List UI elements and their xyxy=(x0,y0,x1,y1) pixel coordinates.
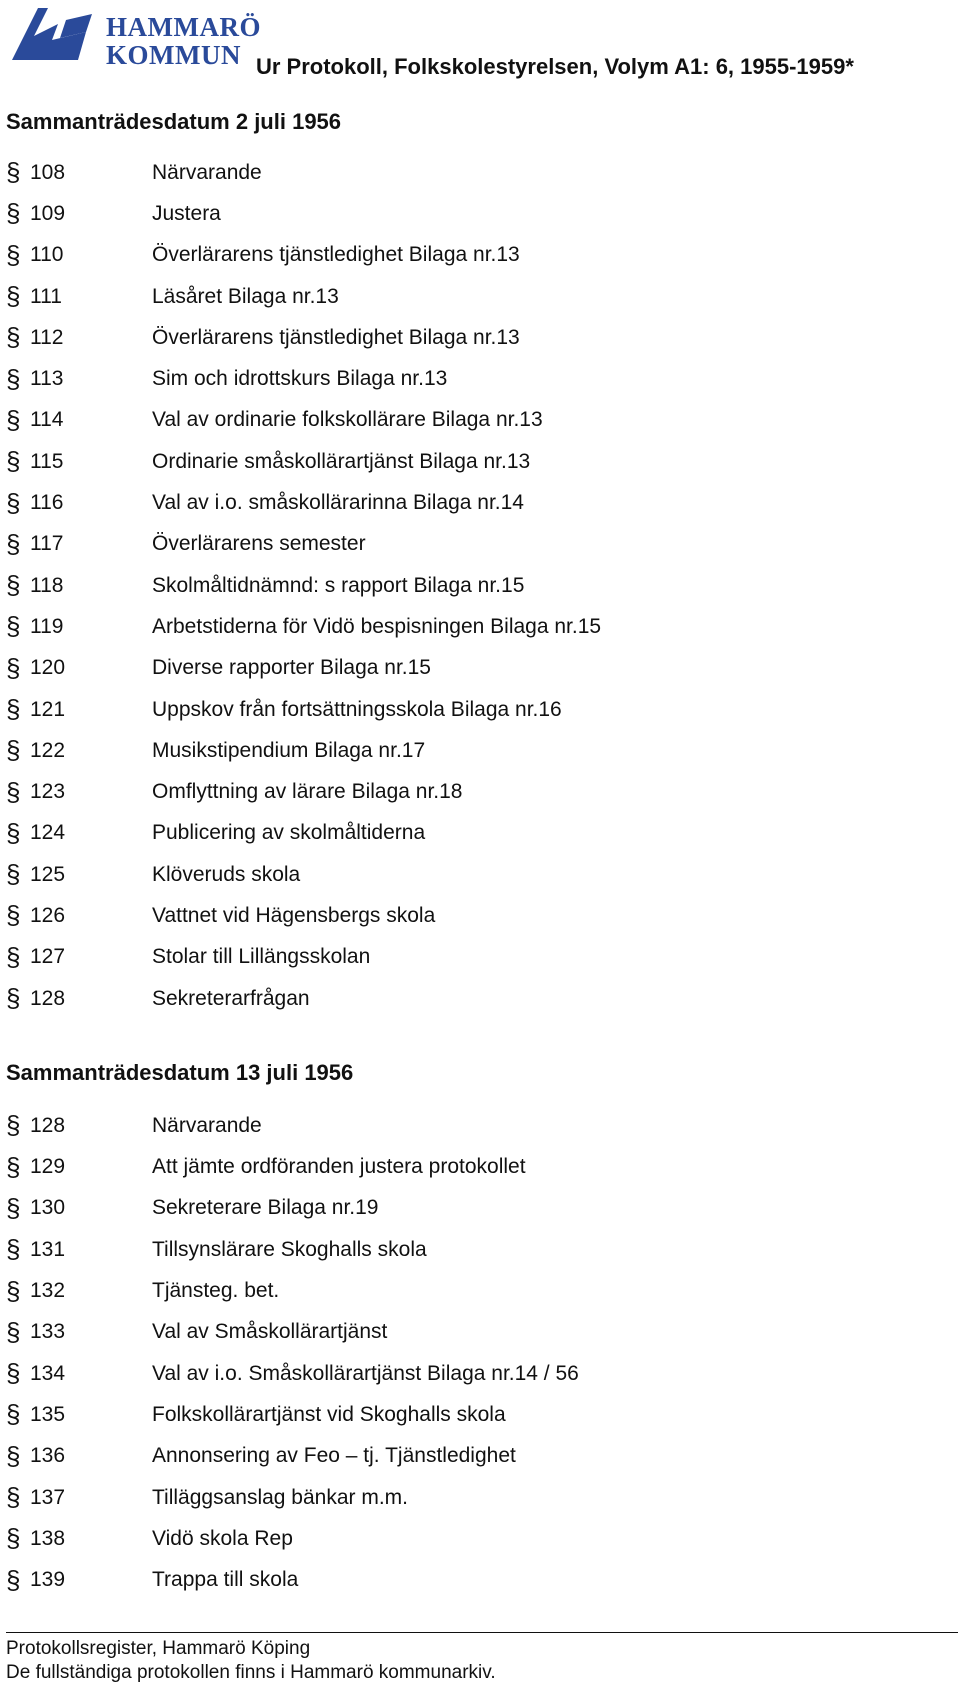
footer-line1: Protokollsregister, Hammarö Köping xyxy=(6,1638,311,1659)
item-text: Sekreterarfrågan xyxy=(152,986,310,1010)
section-sign-icon: § xyxy=(6,859,21,890)
item-text: Justera xyxy=(152,201,221,225)
item-text: Omflyttning av lärare Bilaga nr.18 xyxy=(152,780,463,804)
item-text: Överlärarens tjänstledighet Bilaga nr.13 xyxy=(152,243,520,267)
item-text: Diverse rapporter Bilaga nr.15 xyxy=(152,656,431,680)
agenda-item xyxy=(6,565,946,606)
section-sign-icon: § xyxy=(6,1399,21,1430)
agenda-item xyxy=(6,276,946,317)
item-number: 127 xyxy=(30,945,66,969)
session-2 xyxy=(6,1055,946,1601)
agenda-item xyxy=(6,895,946,936)
agenda-list xyxy=(6,152,946,1019)
section-sign-icon: § xyxy=(6,611,21,642)
agenda-item xyxy=(6,1312,946,1353)
item-number: 115 xyxy=(30,449,64,473)
item-number: 119 xyxy=(30,614,64,638)
hammaro-logo xyxy=(8,2,261,72)
agenda-item xyxy=(6,1560,946,1601)
item-number: 118 xyxy=(30,573,64,597)
item-text: Uppskov från fortsättningsskola Bilaga nr.16 xyxy=(152,697,562,721)
item-number: 133 xyxy=(30,1320,66,1344)
agenda-item xyxy=(6,235,946,276)
item-number: 108 xyxy=(30,160,66,184)
item-text: Tilläggsanslag bänkar m.m. xyxy=(152,1485,408,1509)
item-text: Att jämte ordföranden justera protokollet xyxy=(152,1155,526,1179)
agenda-item xyxy=(6,152,946,193)
section-sign-icon: § xyxy=(6,157,21,188)
item-text: Arbetstiderna för Vidö bespisningen Bilaga nr.15 xyxy=(152,614,602,638)
agenda-item xyxy=(6,854,946,895)
item-text: Folkskollärartjänst vid Skoghalls skola xyxy=(152,1402,506,1426)
agenda-item xyxy=(6,730,946,771)
item-number: 135 xyxy=(30,1402,66,1426)
item-number: 109 xyxy=(30,201,66,225)
item-number: 113 xyxy=(30,367,64,391)
agenda-item xyxy=(6,771,946,812)
document-title: Ur Protokoll, Folkskolestyrelsen, Volym A1: 6, 1955-1959* xyxy=(256,54,854,79)
item-text: Vidö skola Rep xyxy=(152,1526,293,1550)
agenda-item xyxy=(6,1188,946,1229)
agenda-item xyxy=(6,689,946,730)
agenda-item xyxy=(6,648,946,689)
item-number: 112 xyxy=(30,325,64,349)
section-sign-icon: § xyxy=(6,776,21,807)
item-text: Närvarande xyxy=(152,1113,262,1137)
page-footer xyxy=(6,1632,958,1685)
agenda-item xyxy=(6,1147,946,1188)
section-sign-icon: § xyxy=(6,652,21,683)
item-number: 137 xyxy=(30,1485,66,1509)
agenda-item xyxy=(6,1105,946,1146)
item-number: 130 xyxy=(30,1196,66,1220)
item-number: 132 xyxy=(30,1279,66,1303)
item-text: Vattnet vid Hägensbergs skola xyxy=(152,903,436,927)
section-sign-icon: § xyxy=(6,735,21,766)
section-sign-icon: § xyxy=(6,1151,21,1182)
logo-text-line1: HAMMARÖ xyxy=(106,12,261,42)
agenda-item xyxy=(6,1353,946,1394)
agenda-item xyxy=(6,441,946,482)
section-sign-icon: § xyxy=(6,1275,21,1306)
section-sign-icon: § xyxy=(6,1482,21,1513)
item-number: 126 xyxy=(30,903,66,927)
agenda-item xyxy=(6,317,946,358)
session-1 xyxy=(6,104,946,1019)
item-number: 131 xyxy=(30,1237,66,1261)
item-number: 129 xyxy=(30,1155,66,1179)
item-text: Klöveruds skola xyxy=(152,862,301,886)
section-sign-icon: § xyxy=(6,1192,21,1223)
item-text: Val av i.o. småskollärarinna Bilaga nr.14 xyxy=(152,491,524,515)
section-sign-icon: § xyxy=(6,694,21,724)
agenda-item xyxy=(6,1270,946,1311)
section-sign-icon: § xyxy=(6,1316,21,1347)
agenda-item xyxy=(6,1436,946,1477)
agenda-item xyxy=(6,358,946,399)
section-sign-icon: § xyxy=(6,900,21,931)
item-number: 124 xyxy=(30,821,66,845)
agenda-item xyxy=(6,1229,946,1270)
section-sign-icon: § xyxy=(6,487,21,518)
item-text: Tjänsteg. bet. xyxy=(152,1279,280,1303)
section-sign-icon: § xyxy=(6,404,21,435)
item-number: 122 xyxy=(30,738,66,762)
item-text: Val av i.o. Småskollärartjänst Bilaga nr.14 / 56 xyxy=(152,1361,579,1385)
document-body xyxy=(6,104,946,1601)
item-number: 139 xyxy=(30,1568,66,1592)
agenda-item xyxy=(6,1477,946,1518)
section-sign-icon: § xyxy=(6,1523,21,1554)
agenda-item xyxy=(6,193,946,234)
footer-line2: De fullständiga protokollen finns i Hammarö kommunarkiv. xyxy=(6,1662,496,1683)
item-text: Sim och idrottskurs Bilaga nr.13 xyxy=(152,367,448,391)
item-number: 114 xyxy=(30,408,64,432)
item-number: 110 xyxy=(30,243,64,267)
item-number: 138 xyxy=(30,1526,66,1550)
section-sign-icon: § xyxy=(6,1564,21,1595)
agenda-item xyxy=(6,813,946,854)
section-sign-icon: § xyxy=(6,198,21,229)
section-sign-icon: § xyxy=(6,281,21,312)
item-number: 128 xyxy=(30,986,66,1010)
item-text: Val av ordinarie folkskollärare Bilaga nr.13 xyxy=(152,408,543,432)
item-text: Sekreterare Bilaga nr.19 xyxy=(152,1196,379,1220)
item-number: 134 xyxy=(30,1361,66,1385)
item-text: Skolmåltidnämnd: s rapport Bilaga nr.15 xyxy=(152,573,525,597)
section-sign-icon: § xyxy=(6,817,21,848)
section-sign-icon: § xyxy=(6,941,21,972)
section-sign-icon: § xyxy=(6,446,21,477)
item-number: 136 xyxy=(30,1444,66,1468)
logo-mark-icon xyxy=(8,2,100,68)
agenda-item xyxy=(6,606,946,647)
agenda-item xyxy=(6,978,946,1019)
item-text: Annonsering av Feo – tj. Tjänstledighet xyxy=(152,1444,516,1468)
item-number: 117 xyxy=(30,532,64,556)
section-sign-icon: § xyxy=(6,1234,21,1265)
agenda-item xyxy=(6,524,946,565)
section-sign-icon: § xyxy=(6,239,21,270)
item-text: Ordinarie småskollärartjänst Bilaga nr.13 xyxy=(152,449,531,473)
session-heading: Sammanträdesdatum 2 juli 1956 xyxy=(6,109,342,134)
item-number: 111 xyxy=(30,284,62,308)
item-number: 123 xyxy=(30,780,66,804)
agenda-item xyxy=(6,482,946,523)
section-sign-icon: § xyxy=(6,570,21,601)
item-text: Stolar till Lillängsskolan xyxy=(152,945,371,969)
item-text: Överlärarens tjänstledighet Bilaga nr.13 xyxy=(152,325,520,349)
section-sign-icon: § xyxy=(6,983,21,1014)
item-text: Publicering av skolmåltiderna xyxy=(152,821,426,845)
item-text: Överlärarens semester xyxy=(152,532,366,556)
item-number: 125 xyxy=(30,862,66,886)
section-sign-icon: § xyxy=(6,528,21,559)
section-sign-icon: § xyxy=(6,322,21,353)
agenda-item xyxy=(6,400,946,441)
item-number: 120 xyxy=(30,656,66,680)
section-sign-icon: § xyxy=(6,1440,21,1471)
agenda-item xyxy=(6,1394,946,1435)
item-number: 128 xyxy=(30,1113,66,1137)
item-text: Närvarande xyxy=(152,160,262,184)
agenda-list xyxy=(6,1105,946,1601)
item-number: 116 xyxy=(30,491,64,515)
item-number: 121 xyxy=(30,697,66,721)
item-text: Musikstipendium Bilaga nr.17 xyxy=(152,738,426,762)
item-text: Läsåret Bilaga nr.13 xyxy=(152,284,339,308)
logo-text-line2: KOMMUN xyxy=(106,40,241,70)
section-sign-icon: § xyxy=(6,1110,21,1141)
agenda-item xyxy=(6,937,946,978)
section-sign-icon: § xyxy=(6,1358,21,1389)
page-header xyxy=(0,0,960,80)
item-text: Tillsynslärare Skoghalls skola xyxy=(152,1237,427,1261)
session-heading: Sammanträdesdatum 13 juli 1956 xyxy=(6,1060,354,1086)
item-text: Val av Småskollärartjänst xyxy=(152,1320,388,1344)
section-sign-icon: § xyxy=(6,363,21,394)
item-text: Trappa till skola xyxy=(152,1568,299,1592)
agenda-item xyxy=(6,1518,946,1559)
